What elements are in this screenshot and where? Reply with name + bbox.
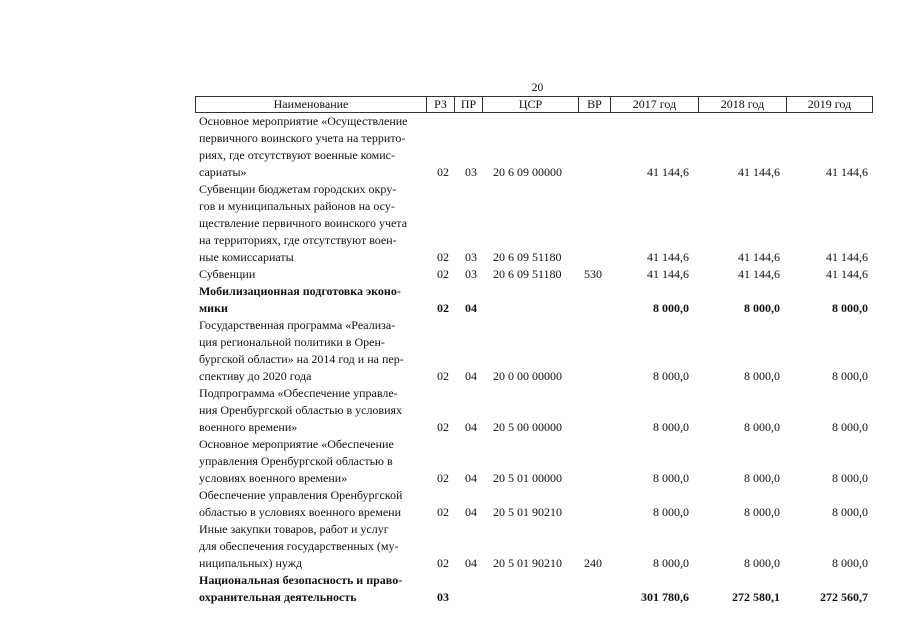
- row-value-2018: 41 144,6: [738, 267, 780, 281]
- row-name-line: Мобилизационная подготовка эконо-: [199, 284, 401, 298]
- row-csr: 20 5 01 90210: [493, 556, 562, 570]
- row-value-2017: 41 144,6: [647, 250, 689, 264]
- row-pr: 03: [465, 165, 477, 179]
- table-row: [0, 113, 905, 181]
- row-name-line: управления Оренбургской областью в: [199, 454, 393, 468]
- row-name: [199, 113, 431, 181]
- row-csr: 20 6 09 51180: [493, 250, 562, 264]
- row-name-line: риях, где отсутствуют военные комис-: [199, 148, 395, 162]
- row-pr: 04: [465, 420, 477, 434]
- row-value-2019: 41 144,6: [826, 250, 868, 264]
- row-value-2018: 8 000,0: [744, 301, 780, 315]
- row-name-line: Иные закупки товаров, работ и услуг: [199, 522, 389, 536]
- row-csr: 20 5 01 90210: [493, 505, 562, 519]
- row-pr: 03: [465, 250, 477, 264]
- row-name-line: ные комиссариаты: [199, 250, 294, 264]
- row-rz: 02: [437, 369, 449, 383]
- row-value-2018: 41 144,6: [738, 250, 780, 264]
- row-name-line: военного времени»: [199, 420, 298, 434]
- row-pr: 04: [465, 369, 477, 383]
- header-csr: ЦСР: [482, 97, 578, 112]
- page-number: 20: [531, 82, 544, 94]
- row-name: [199, 181, 431, 266]
- row-name: [199, 521, 431, 572]
- row-rz: 02: [437, 301, 449, 315]
- row-value-2019: 8 000,0: [832, 301, 868, 315]
- header-2017: 2017 год: [610, 97, 698, 112]
- row-value-2017: 301 780,6: [641, 590, 689, 604]
- table-row: [0, 487, 905, 521]
- table-row: [0, 181, 905, 266]
- row-value-2018: 272 580,1: [732, 590, 780, 604]
- row-value-2017: 8 000,0: [653, 301, 689, 315]
- row-name: [199, 572, 431, 606]
- table-row: [0, 572, 905, 606]
- row-name-line: Национальная безопасность и право-: [199, 573, 403, 587]
- row-name-line: Субвенции: [199, 267, 256, 281]
- row-name-line: мики: [199, 301, 228, 315]
- table-row: [0, 521, 905, 572]
- row-value-2017: 8 000,0: [653, 471, 689, 485]
- row-name-line: ция региональной политики в Орен-: [199, 335, 385, 349]
- row-value-2019: 8 000,0: [832, 369, 868, 383]
- row-rz: 02: [437, 471, 449, 485]
- header-name: Наименование: [273, 97, 349, 111]
- row-vr: 530: [584, 267, 602, 281]
- row-value-2019: 8 000,0: [832, 471, 868, 485]
- row-name: [199, 266, 431, 283]
- table-row: [0, 317, 905, 385]
- row-name-line: бургской области» на 2014 год и на пер-: [199, 352, 404, 366]
- header-rz: РЗ: [426, 97, 454, 112]
- row-name-line: Субвенции бюджетам городских окру-: [199, 182, 397, 196]
- row-pr: 04: [465, 556, 477, 570]
- row-name: [199, 385, 431, 436]
- row-csr: 20 6 09 51180: [493, 267, 562, 281]
- row-value-2019: 8 000,0: [832, 556, 868, 570]
- row-rz: 02: [437, 165, 449, 179]
- row-rz: 03: [437, 590, 449, 604]
- row-rz: 02: [437, 505, 449, 519]
- row-csr: 20 0 00 00000: [493, 369, 562, 383]
- row-value-2019: 8 000,0: [832, 505, 868, 519]
- row-vr: 240: [584, 556, 602, 570]
- table-row: [0, 385, 905, 436]
- row-name-line: первичного воинского учета на террито-: [199, 131, 406, 145]
- row-name-line: условиях военного времени»: [199, 471, 348, 485]
- row-name: [199, 487, 431, 521]
- row-value-2018: 8 000,0: [744, 505, 780, 519]
- row-pr: 03: [465, 267, 477, 281]
- table-header: [195, 96, 873, 113]
- row-value-2017: 8 000,0: [653, 505, 689, 519]
- row-value-2019: 8 000,0: [832, 420, 868, 434]
- table-row: [0, 283, 905, 317]
- row-value-2017: 8 000,0: [653, 369, 689, 383]
- row-name-line: Основное мероприятие «Осуществление: [199, 114, 408, 128]
- row-rz: 02: [437, 250, 449, 264]
- row-name: [199, 317, 431, 385]
- row-value-2018: 8 000,0: [744, 369, 780, 383]
- row-pr: 04: [465, 301, 477, 315]
- row-name-line: ществление первичного воинского учета: [199, 216, 408, 230]
- row-name-line: для обеспечения государственных (му-: [199, 539, 399, 553]
- row-rz: 02: [437, 267, 449, 281]
- row-csr: 20 5 00 00000: [493, 420, 562, 434]
- row-value-2017: 41 144,6: [647, 165, 689, 179]
- row-name-line: Обеспечение управления Оренбургской: [199, 488, 403, 502]
- row-value-2017: 41 144,6: [647, 267, 689, 281]
- row-name-line: областью в условиях военного времени: [199, 505, 401, 519]
- header-2018: 2018 год: [698, 97, 786, 112]
- row-value-2018: 8 000,0: [744, 420, 780, 434]
- row-value-2019: 41 144,6: [826, 165, 868, 179]
- row-name: [199, 436, 431, 487]
- header-pr: ПР: [454, 97, 482, 112]
- row-name-line: сариаты»: [199, 165, 247, 179]
- row-name-line: на территориях, где отсутствуют воен-: [199, 233, 397, 247]
- row-name-line: охранительная деятельность: [199, 590, 357, 604]
- table-row: [0, 436, 905, 487]
- row-name: [199, 283, 431, 317]
- table-row: [0, 266, 905, 283]
- row-value-2018: 8 000,0: [744, 471, 780, 485]
- row-csr: 20 5 01 00000: [493, 471, 562, 485]
- row-name-line: ниципальных) нужд: [199, 556, 303, 570]
- row-name-line: ния Оренбургской областью в условиях: [199, 403, 403, 417]
- row-value-2018: 8 000,0: [744, 556, 780, 570]
- row-name-line: Государственная программа «Реализа-: [199, 318, 396, 332]
- header-vr: ВР: [578, 97, 610, 112]
- header-2019: 2019 год: [786, 97, 872, 112]
- row-name-line: Основное мероприятие «Обеспечение: [199, 437, 394, 451]
- row-pr: 04: [465, 471, 477, 485]
- row-value-2017: 8 000,0: [653, 556, 689, 570]
- row-value-2019: 41 144,6: [826, 267, 868, 281]
- row-value-2018: 41 144,6: [738, 165, 780, 179]
- row-rz: 02: [437, 556, 449, 570]
- row-name-line: спективу до 2020 года: [199, 369, 312, 383]
- row-value-2017: 8 000,0: [653, 420, 689, 434]
- row-name-line: гов и муниципальных районов на осу-: [199, 199, 395, 213]
- row-rz: 02: [437, 420, 449, 434]
- row-value-2019: 272 560,7: [820, 590, 868, 604]
- row-csr: 20 6 09 00000: [493, 165, 562, 179]
- row-pr: 04: [465, 505, 477, 519]
- row-name-line: Подпрограмма «Обеспечение управле-: [199, 386, 398, 400]
